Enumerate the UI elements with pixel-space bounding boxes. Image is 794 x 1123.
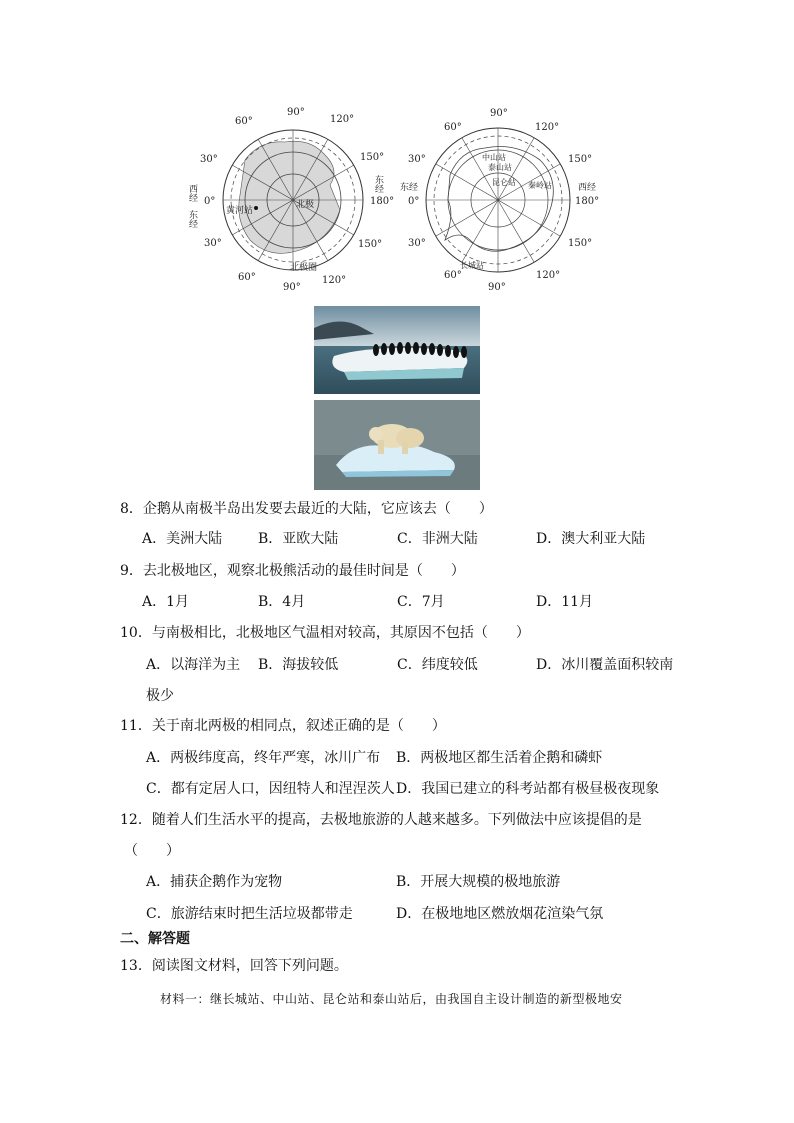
question-10-stem: 10．与南极相比，北极地区气温相对较高，其原因不包括（ ）: [120, 625, 530, 641]
svg-text:东经: 东经: [400, 183, 419, 193]
svg-text:150°: 150°: [360, 152, 385, 163]
yellow-river-station-label: 黄河站: [226, 206, 254, 216]
penguin-photo: [314, 306, 480, 394]
q10-option-d[interactable]: D．冰川覆盖面积较南: [536, 657, 674, 673]
svg-text:30°: 30°: [204, 238, 222, 249]
svg-text:60°: 60°: [238, 272, 256, 283]
q8-option-c[interactable]: C．非洲大陆: [397, 531, 478, 547]
great-wall-station-label: 长城站: [460, 261, 484, 270]
q9-option-a[interactable]: A．1月: [142, 594, 190, 610]
q11-option-a[interactable]: A．两极纬度高，终年严寒，冰川广布: [146, 750, 381, 766]
svg-text:150°: 150°: [358, 239, 383, 250]
kunlun-station-label: 昆仑站: [492, 178, 516, 187]
q12-option-b[interactable]: B．开展大规模的极地旅游: [396, 874, 561, 890]
svg-text:60°: 60°: [444, 122, 462, 133]
q11-option-d[interactable]: D．我国已建立的科考站都有极昼极夜现象: [396, 781, 660, 797]
q12-option-d[interactable]: D．在极地地区燃放烟花渲染气氛: [396, 906, 604, 922]
q9-option-b[interactable]: B．4月: [258, 594, 306, 610]
q10-option-a[interactable]: A．以海洋为主: [146, 657, 241, 673]
q12-option-a[interactable]: A．捕获企鹅作为宠物: [146, 874, 283, 890]
svg-text:90°: 90°: [490, 108, 508, 119]
arctic-circle-label: 北极圈: [290, 263, 318, 273]
q9-option-d[interactable]: D．11月: [536, 594, 594, 610]
q12-option-c[interactable]: C．旅游结束时把生活垃圾都带走: [146, 906, 353, 922]
q10-option-b[interactable]: B．海拔较低: [258, 657, 339, 673]
question-12-stem: 12．随着人们生活水平的提高，去极地旅游的人越来越多。下列做法中应该提倡的是: [120, 812, 642, 828]
q11-option-b[interactable]: B．两极地区都生活着企鹅和磷虾: [396, 750, 603, 766]
svg-text:180°: 180°: [575, 196, 600, 207]
q11-option-c[interactable]: C．都有定居人口，因纽特人和涅涅茨人: [146, 781, 395, 797]
svg-text:90°: 90°: [283, 282, 301, 293]
arctic-map: [187, 100, 400, 295]
svg-text:120°: 120°: [536, 270, 561, 281]
section-title: 二、解答题: [120, 931, 190, 947]
north-label-90-top: 90°: [287, 107, 305, 118]
svg-text:30°: 30°: [408, 154, 426, 165]
polar-bear-photo: [314, 400, 480, 490]
question-9-stem: 9．去北极地区，观察北极熊活动的最佳时间是（ ）: [120, 563, 465, 579]
q8-option-a[interactable]: A．美洲大陆: [142, 531, 223, 547]
question-8-stem: 8．企鹅从南极半岛出发要去最近的大陆，它应该去（ ）: [120, 501, 493, 517]
q8-option-d[interactable]: D．澳大利亚大陆: [536, 531, 646, 547]
antarctic-map: [400, 100, 610, 295]
svg-text:150°: 150°: [568, 238, 593, 249]
q9-option-c[interactable]: C．7月: [397, 594, 445, 610]
svg-text:60°: 60°: [444, 270, 462, 281]
q8-option-b[interactable]: B．亚欧大陆: [258, 531, 339, 547]
svg-text:东经: 东经: [373, 175, 383, 193]
svg-text:30°: 30°: [200, 154, 218, 165]
svg-text:120°: 120°: [535, 122, 560, 133]
svg-text:120°: 120°: [322, 275, 347, 286]
zhongshan-station-label: 中山站: [482, 153, 506, 162]
q10-option-c[interactable]: C．纬度较低: [397, 657, 478, 673]
question-13-stem: 13．阅读图文材料，回答下列问题。: [120, 958, 348, 974]
taishan-station-label: 泰山站: [488, 163, 512, 172]
svg-text:30°: 30°: [408, 238, 426, 249]
qinling-station-label: 秦岭站: [528, 181, 552, 190]
svg-text:东经: 东经: [187, 210, 197, 228]
q10-option-d-wrap: 极少: [146, 688, 174, 704]
north-pole-label: 北极: [296, 200, 315, 210]
svg-text:0°: 0°: [408, 196, 420, 207]
material-one-text: 材料一：继长城站、中山站、昆仑站和泰山站后，由我国自主设计制造的新型极地安: [160, 992, 623, 1006]
question-12-paren: （ ）: [124, 843, 180, 859]
svg-text:西经: 西经: [578, 183, 597, 193]
svg-text:西经: 西经: [187, 184, 197, 202]
svg-text:60°: 60°: [235, 116, 253, 127]
svg-text:0°: 0°: [204, 196, 216, 207]
svg-text:90°: 90°: [488, 282, 506, 293]
svg-text:180°: 180°: [370, 196, 395, 207]
svg-text:150°: 150°: [568, 154, 593, 165]
question-11-stem: 11．关于南北两极的相同点，叙述正确的是（ ）: [120, 718, 446, 734]
svg-text:120°: 120°: [330, 114, 355, 125]
